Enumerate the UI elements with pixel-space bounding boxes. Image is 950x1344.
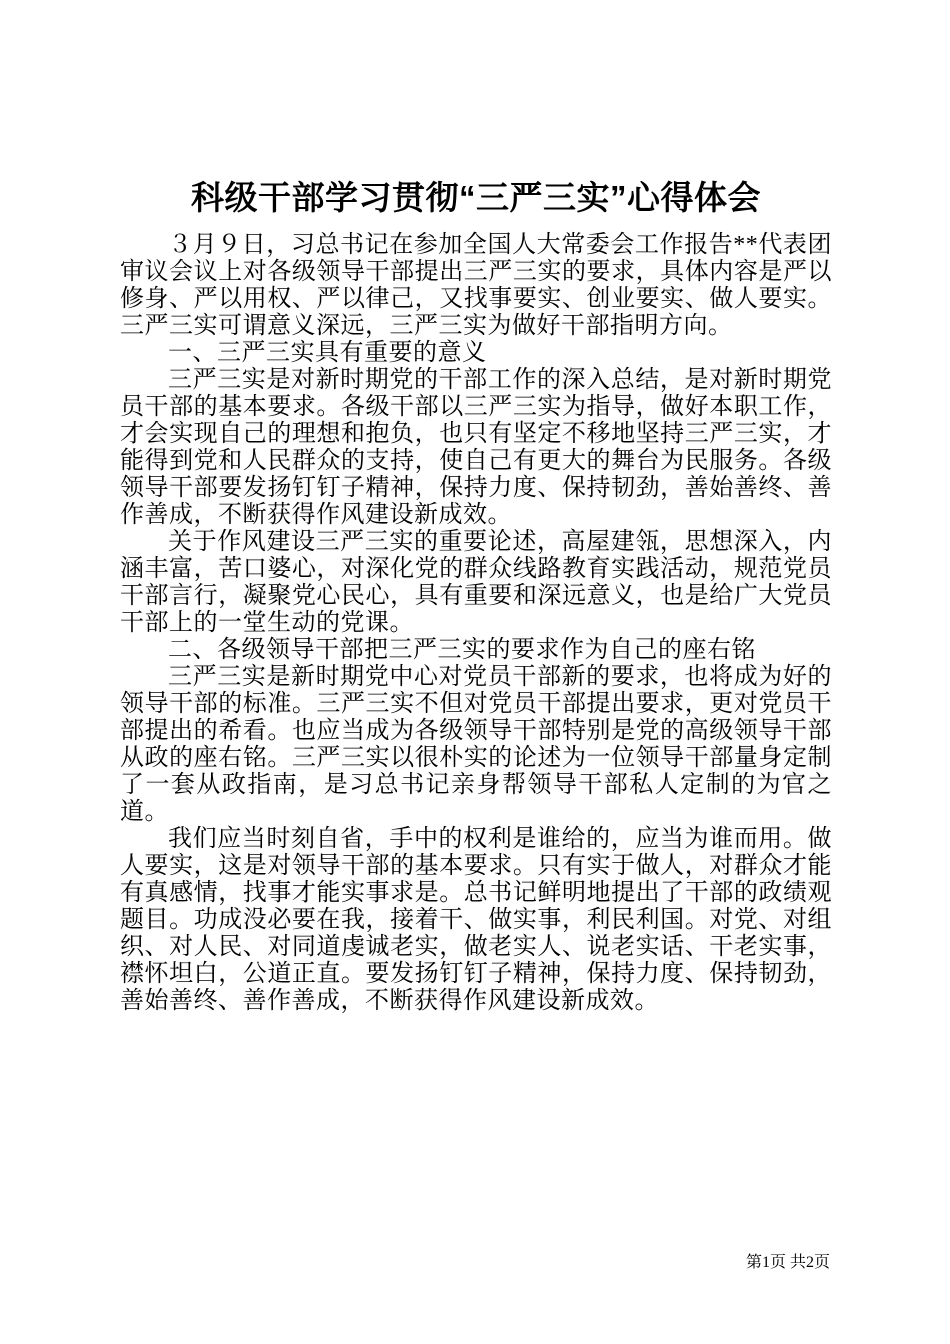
document-title: 科级干部学习贯彻“三严三实”心得体会 — [191, 179, 761, 216]
paragraph: ３月９日，习总书记在参加全国人大常委会工作报告**代表团审议会议上对各级领导干部提出三严三实的要求，具体内容是严以修身、严以用权、严以律己，又找事要实、创业要实、做人要实。三严三实可谓意义深远，三严三实为做好干部指明方向。 — [120, 231, 832, 339]
paragraph: 关于作风建设三严三实的重要论述，高屋建瓴，思想深入，内涵丰富，苦口婆心，对深化党的群众线路教育实践活动，规范党员干部言行，凝聚党心民心，具有重要和深远意义，也是给广大党员干部上的一堂生动的党课。 — [120, 528, 832, 636]
paragraph: 我们应当时刻自省，手中的权利是谁给的，应当为谁而用。做人要实，这是对领导干部的基本要求。只有实于做人，对群众才能有真感情，找事才能实事求是。总书记鲜明地提出了干部的政绩观题目。功成没必要在我，接着干、做实事，利民利国。对党、对组织、对人民、对同道虔诚老实，做老实人、说老实话、干老实事，襟怀坦白，公道正直。要发扬钉钉子精神，保持力度、保持韧劲，善始善终、善作善成，不断获得作风建设新成效。 — [120, 825, 832, 1014]
page-number-footer: 第1页 共2页 — [745, 1254, 830, 1271]
document-body — [120, 232, 832, 1015]
section-heading: 一、三严三实具有重要的意义 — [168, 339, 487, 366]
section-heading: 二、各级领导干部把三严三实的要求作为自己的座右铭 — [168, 636, 756, 663]
paragraph: 三严三实是对新时期党的干部工作的深入总结，是对新时期党员干部的基本要求。各级干部以三严三实为指导，做好本职工作，才会实现自己的理想和抱负，也只有坚定不移地坚持三严三实，才能得到党和人民群众的支持，使自己有更大的舞台为民服务。各级领导干部要发扬钉钉子精神，保持力度、保持韧劲，善始善终、善作善成，不断获得作风建设新成效。 — [120, 366, 832, 528]
paragraph: 三严三实是新时期党中心对党员干部新的要求，也将成为好的领导干部的标准。三严三实不但对党员干部提出要求，更对党员干部提出的希看。也应当成为各级领导干部特别是党的高级领导干部从政的座右铭。三严三实以很朴实的论述为一位领导干部量身定制了一套从政指南，是习总书记亲身帮领导干部私人定制的为官之道。 — [120, 663, 832, 825]
